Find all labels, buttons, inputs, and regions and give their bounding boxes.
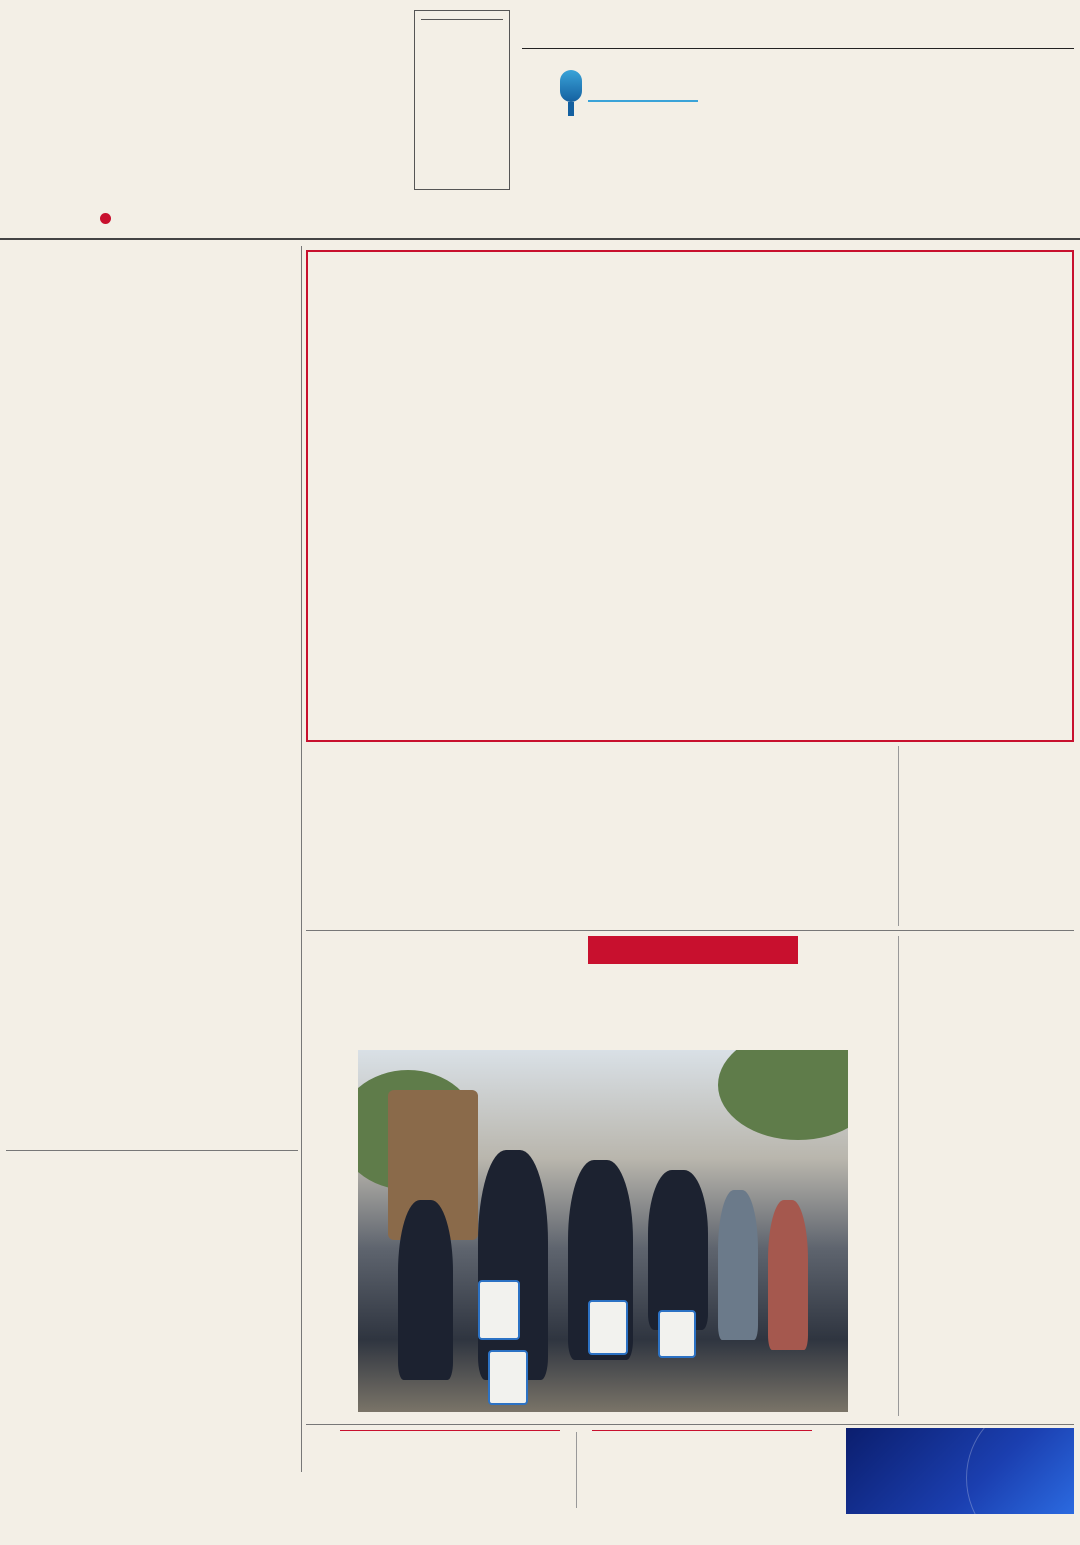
masthead (0, 0, 412, 236)
drought-story-body-2 (904, 1268, 1074, 1388)
microphone-icon (560, 70, 582, 102)
countdown-line-2 (846, 1480, 1074, 1499)
publisher-line (116, 211, 126, 223)
drought-photo (358, 1050, 848, 1412)
main-story-col4 (898, 422, 1066, 736)
guide-item-1[interactable] (330, 1428, 570, 1512)
date-box (414, 10, 510, 190)
masthead-title (6, 10, 406, 180)
publisher-icon (100, 213, 111, 224)
main-story-col3 (702, 422, 886, 736)
top-story-col1 (554, 134, 754, 238)
expo-countdown-banner[interactable] (846, 1428, 1074, 1514)
second-story-col3 (704, 786, 892, 926)
second-story-col2 (508, 786, 694, 926)
bottom-story-body-2 (6, 1402, 298, 1518)
second-story-col1 (312, 786, 498, 926)
top-story-col3 (914, 62, 1074, 208)
left-story-subtitle (6, 252, 50, 872)
left-story-headline (52, 252, 122, 1012)
left-story-body-bottom (6, 1020, 298, 1140)
left-story-body (128, 250, 298, 1020)
bottom-story-body (6, 1240, 298, 1402)
second-story-col4 (904, 746, 1074, 926)
drought-banner (588, 936, 798, 964)
top-story-col2 (760, 62, 906, 238)
photo-credit (854, 1260, 890, 1410)
main-story-col2 (508, 422, 692, 736)
drought-story-body (904, 980, 1074, 1228)
photo-caption (318, 1056, 334, 1396)
press-hall-logo (554, 62, 704, 124)
guide-item-2[interactable] (582, 1428, 822, 1512)
main-story-col1 (318, 422, 498, 736)
